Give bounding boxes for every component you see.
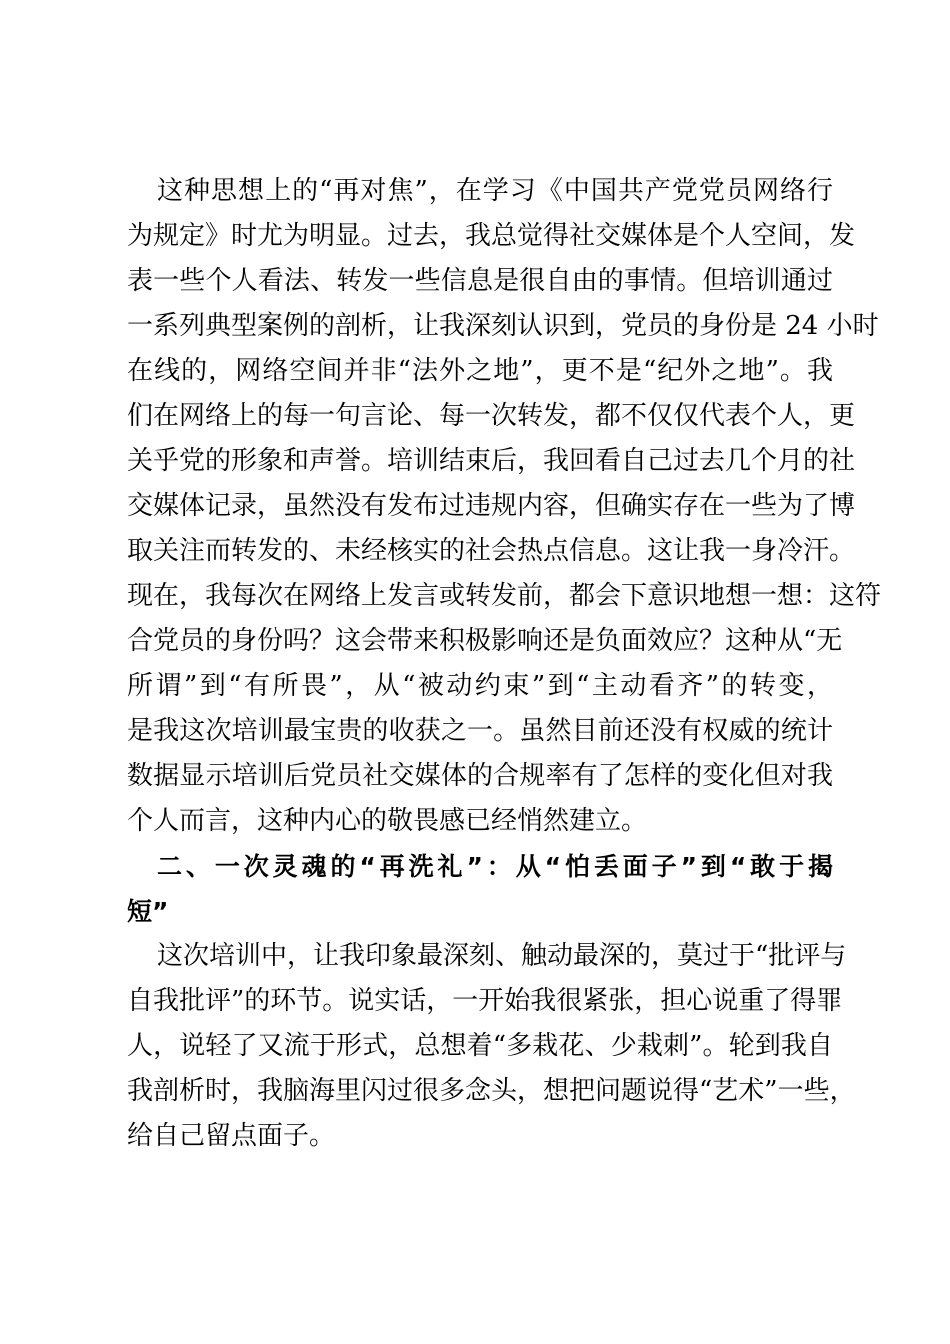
text-line: 在线的，网络空间并非“法外之地”，更不是“纪外之地”。我: [127, 356, 833, 386]
text-line: 数据显示培训后党员社交媒体的合规率有了怎样的变化但对我: [127, 761, 833, 791]
text-line: 个人而言，这种内心的敬畏感已经悄然建立。: [127, 806, 648, 836]
text-line: 这种思想上的“再对焦”，在学习《中国共产党党员网络行: [157, 176, 833, 206]
text-line: 表一些个人看法、转发一些信息是很自由的事情。但培训通过: [127, 266, 833, 296]
text-line: 人，说轻了又流于形式，总想着“多栽花、少栽刺”。轮到我自: [127, 1031, 833, 1061]
text-line: 合党员的身份吗？这会带来积极影响还是负面效应？这种从“无: [127, 626, 843, 656]
paragraph-1: [127, 169, 882, 844]
document-page: [127, 169, 882, 1159]
text-line: 交媒体记录，虽然没有发布过违规内容，但确实存在一些为了博: [127, 491, 856, 521]
paragraph-2: [127, 934, 856, 1159]
text-line: 们在网络上的每一句言论、每一次转发，都不仅仅代表个人，更: [127, 401, 856, 431]
text-line: 取关注而转发的、未经核实的社会热点信息。这让我一身冷汗。: [127, 536, 856, 566]
section-heading: [127, 844, 833, 934]
heading-line: 短”: [127, 897, 169, 926]
text-line: 所谓”到“有所畏”，从“被动约束”到“主动看齐”的转变，: [127, 671, 833, 701]
text-line: 自我批评”的环节。说实话，一开始我很紧张，担心说重了得罪: [127, 986, 843, 1016]
text-line: 一系列典型案例的剖析，让我深刻认识到，党员的身份是 24 小时: [127, 311, 879, 341]
text-line: 我剖析时，我脑海里闪过很多念头，想把问题说得“艺术”一些，: [127, 1076, 856, 1106]
text-line: 为规定》时尤为明显。过去，我总觉得社交媒体是个人空间，发: [127, 221, 856, 251]
text-line: 是我这次培训最宝贵的收获之一。虽然目前还没有权威的统计: [127, 716, 833, 746]
text-line: 现在，我每次在网络上发言或转发前，都会下意识地想一想：这符: [127, 581, 882, 611]
text-line: 给自己留点面子。: [127, 1121, 336, 1151]
heading-line: 二、一次灵魂的“再洗礼”：从“怕丢面子”到“敢于揭: [157, 852, 833, 881]
text-line: 这次培训中，让我印象最深刻、触动最深的，莫过于“批评与: [157, 941, 847, 971]
text-line: 关乎党的形象和声誉。培训结束后，我回看自己过去几个月的社: [127, 446, 856, 476]
